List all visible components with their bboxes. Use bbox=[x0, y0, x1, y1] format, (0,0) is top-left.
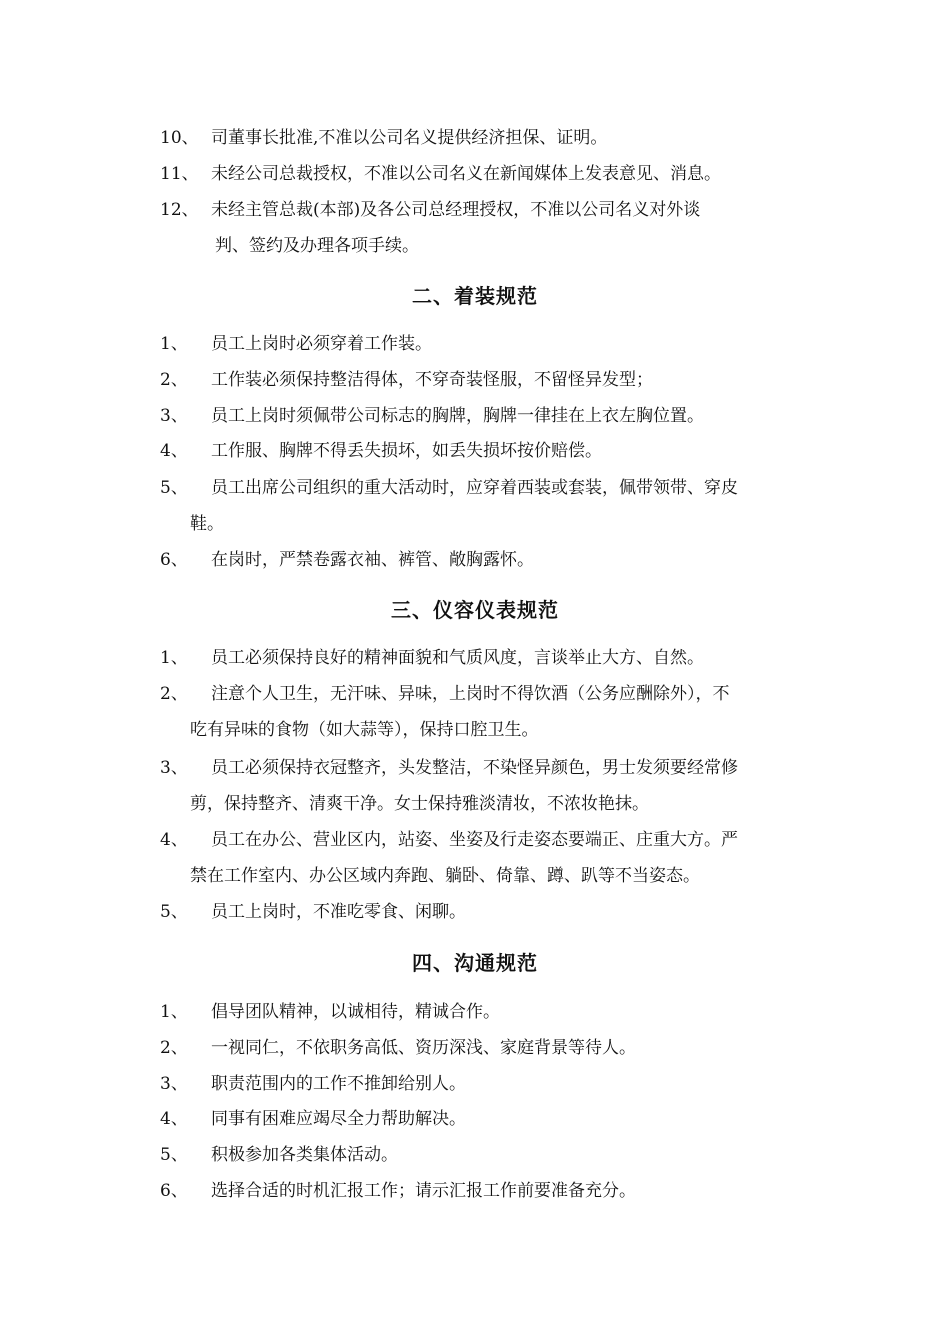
item-text-continuation: 吃有异味的食物（如大蒜等），保持口腔卫生。 bbox=[190, 720, 539, 740]
item-text-continuation: 鞋。 bbox=[190, 514, 224, 534]
item-text-continuation: 判、签约及办理各项手续。 bbox=[215, 236, 419, 256]
item-number: 11、 bbox=[160, 164, 199, 184]
item-text: 员工出席公司组织的重大活动时，应穿着西装或套装，佩带领带、穿皮 bbox=[211, 478, 738, 498]
item-text: 工作服、胸牌不得丢失损坏，如丢失损坏按价赔偿。 bbox=[211, 441, 602, 461]
item-text: 选择合适的时机汇报工作；请示汇报工作前要准备充分。 bbox=[211, 1181, 636, 1201]
item-text: 员工上岗时须佩带公司标志的胸牌，胸牌一律挂在上衣左胸位置。 bbox=[211, 406, 704, 426]
item-text-continuation: 禁在工作室内、办公区域内奔跑、躺卧、倚靠、蹲、趴等不当姿态。 bbox=[190, 866, 700, 886]
item-text: 工作装必须保持整洁得体，不穿奇装怪服，不留怪异发型； bbox=[211, 370, 653, 390]
item-number: 4、 bbox=[160, 441, 188, 461]
item-number: 6、 bbox=[160, 1181, 188, 1201]
item-number: 3、 bbox=[160, 406, 188, 426]
item-text: 未经主管总裁(本部)及各公司总经理授权，不准以公司名义对外谈 bbox=[211, 200, 701, 220]
item-text-continuation: 剪，保持整齐、清爽干净。女士保持雅淡清妆，不浓妆艳抹。 bbox=[190, 794, 649, 814]
item-text: 员工上岗时，不准吃零食、闲聊。 bbox=[211, 902, 466, 922]
item-number: 1、 bbox=[160, 1002, 188, 1022]
item-number: 2、 bbox=[160, 1038, 188, 1058]
section-heading: 三、仪容仪表规范 bbox=[391, 598, 559, 622]
item-text: 积极参加各类集体活动。 bbox=[211, 1145, 398, 1165]
item-text: 职责范围内的工作不推卸给别人。 bbox=[211, 1074, 466, 1094]
item-text: 注意个人卫生，无汗味、异味，上岗时不得饮酒（公务应酬除外），不 bbox=[211, 684, 730, 704]
section-heading: 二、着装规范 bbox=[412, 284, 538, 308]
item-number: 2、 bbox=[160, 684, 188, 704]
item-text: 员工上岗时必须穿着工作装。 bbox=[211, 334, 432, 354]
item-text: 员工必须保持衣冠整齐，头发整洁，不染怪异颜色，男士发须要经常修 bbox=[211, 758, 738, 778]
item-number: 5、 bbox=[160, 1145, 188, 1165]
item-number: 4、 bbox=[160, 830, 188, 850]
item-number: 1、 bbox=[160, 334, 188, 354]
item-text: 在岗时，严禁卷露衣袖、裤管、敞胸露怀。 bbox=[211, 550, 534, 570]
item-text: 员工必须保持良好的精神面貌和气质风度，言谈举止大方、自然。 bbox=[211, 648, 704, 668]
item-number: 1、 bbox=[160, 648, 188, 668]
item-text: 员工在办公、营业区内，站姿、坐姿及行走姿态要端正、庄重大方。严 bbox=[211, 830, 738, 850]
item-number: 10、 bbox=[160, 128, 199, 148]
item-number: 5、 bbox=[160, 902, 188, 922]
item-text: 司董事长批准,不准以公司名义提供经济担保、证明。 bbox=[211, 128, 608, 148]
item-text: 一视同仁，不依职务高低、资历深浅、家庭背景等待人。 bbox=[211, 1038, 636, 1058]
section-heading: 四、沟通规范 bbox=[412, 951, 538, 975]
item-number: 3、 bbox=[160, 758, 188, 778]
item-number: 6、 bbox=[160, 550, 188, 570]
item-number: 3、 bbox=[160, 1074, 188, 1094]
item-text: 同事有困难应竭尽全力帮助解决。 bbox=[211, 1109, 466, 1129]
item-number: 12、 bbox=[160, 200, 199, 220]
item-number: 5、 bbox=[160, 478, 188, 498]
item-text: 倡导团队精神，以诚相待，精诚合作。 bbox=[211, 1002, 500, 1022]
item-number: 4、 bbox=[160, 1109, 188, 1129]
item-text: 未经公司总裁授权，不准以公司名义在新闻媒体上发表意见、消息。 bbox=[211, 164, 721, 184]
item-number: 2、 bbox=[160, 370, 188, 390]
